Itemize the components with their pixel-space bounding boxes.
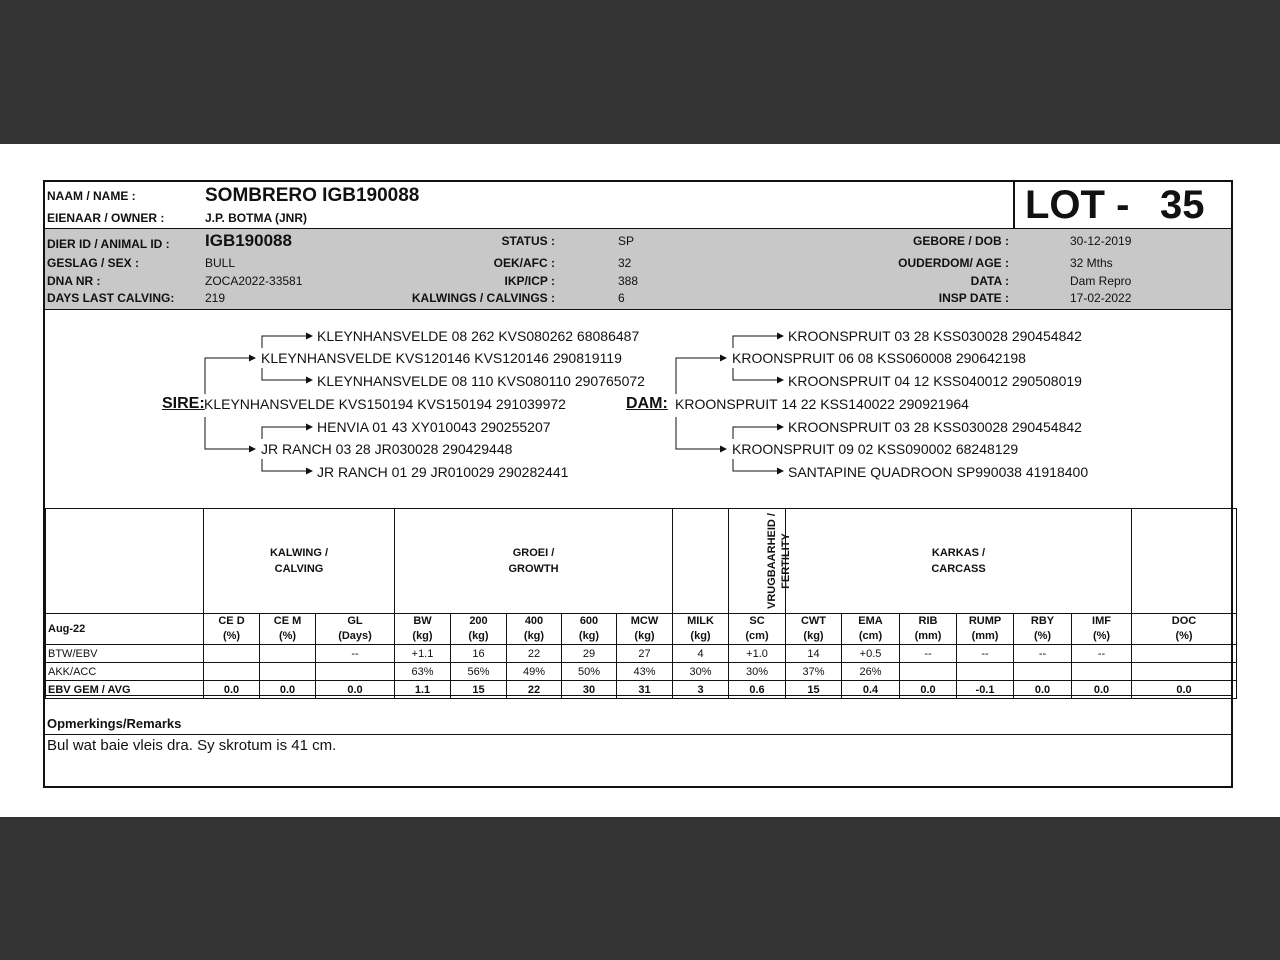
ebv-col-header [260, 614, 316, 645]
ebv-cell: +0.5 [842, 645, 900, 663]
ebv-cell: 0.0 [1014, 681, 1072, 699]
ebv-col-name: RBY [1030, 615, 1055, 627]
ebv-col-unit: (kg) [578, 630, 600, 642]
ebv-cell [260, 663, 316, 681]
ebv-cell [260, 645, 316, 663]
ebv-cell: 30 [562, 681, 617, 699]
dam-dam: KROONSPRUIT 09 02 KSS090002 68248129 [732, 441, 1019, 457]
remarks-top-line [45, 695, 1231, 696]
age-value: 32 Mths [1070, 256, 1113, 270]
remarks-divider [45, 734, 1231, 735]
ebv-col-header [900, 614, 957, 645]
days-value: 219 [205, 291, 226, 305]
ebv-col-name: IMF [1092, 615, 1111, 627]
pedigree-connectors [45, 182, 1231, 508]
group-milk-blank [673, 509, 729, 614]
ebv-cell: 0.0 [1072, 681, 1132, 699]
lot-sheet [43, 180, 1233, 788]
dob-label: GEBORE / DOB : [912, 234, 1009, 248]
top-dark-band [0, 0, 1280, 144]
ebv-col-header [451, 614, 507, 645]
ebv-col-header [786, 614, 842, 645]
ebv-cell [1014, 663, 1072, 681]
dob-value: 30-12-2019 [1070, 234, 1132, 248]
ebv-col-name: CE M [273, 615, 302, 627]
ebv-col-name: GL [347, 615, 363, 627]
ebv-col-header [204, 614, 260, 645]
ebv-cell [900, 663, 957, 681]
ebv-col-unit: (kg) [412, 630, 433, 642]
ebv-cell: 22 [507, 645, 562, 663]
ebv-cell [204, 645, 260, 663]
ebv-col-header [842, 614, 900, 645]
sire-sire: KLEYNHANSVELDE KVS120146 KVS120146 290819119 [261, 350, 622, 366]
sire-label: SIRE: [162, 395, 205, 412]
insp-date-value: 17-02-2022 [1070, 291, 1132, 305]
ebv-col-header [673, 614, 729, 645]
ebv-col-unit: (cm) [745, 630, 769, 642]
ebv-cell: 26% [842, 663, 900, 681]
ebv-cell: 0.4 [842, 681, 900, 699]
ebv-cell [1072, 663, 1132, 681]
name-label: NAAM / NAME : [47, 189, 136, 203]
calvings-label: KALWINGS / CALVINGS : [411, 291, 555, 305]
ebv-col-name: RIB [918, 615, 938, 627]
ebv-cell: 56% [451, 663, 507, 681]
ebv-col-unit: (kg) [690, 630, 711, 642]
ebv-cell: 37% [786, 663, 842, 681]
ebv-cell: 15 [786, 681, 842, 699]
afc-label: OEK/AFC : [493, 256, 555, 270]
table-row [46, 663, 1237, 681]
dam: KROONSPRUIT 14 22 KSS140022 290921964 [675, 396, 969, 412]
ebv-cell: +1.0 [729, 645, 786, 663]
ebv-col-name: SC [749, 615, 765, 627]
table-row [46, 645, 1237, 663]
icp-value: 388 [618, 274, 639, 288]
ebv-col-unit: (kg) [803, 630, 824, 642]
ebv-cell: 43% [617, 663, 673, 681]
bottom-dark-band [0, 817, 1280, 960]
ebv-cell: 0.6 [729, 681, 786, 699]
ebv-col-unit: (Days) [338, 630, 372, 642]
ebv-cell: -- [900, 645, 957, 663]
dam-sire: KROONSPRUIT 06 08 KSS060008 290642198 [732, 350, 1026, 366]
group-fertility: VRUGBAARHEID / FERTILITY [729, 509, 786, 614]
ebv-cell: 50% [562, 663, 617, 681]
status-label: STATUS : [501, 234, 555, 248]
ebv-col-name: MILK [687, 615, 714, 627]
ebv-cell: -- [957, 645, 1014, 663]
ebv-cell: 29 [562, 645, 617, 663]
ebv-cell: 4 [673, 645, 729, 663]
ebv-cell: 16 [451, 645, 507, 663]
ebv-col-unit: (%) [1033, 630, 1052, 642]
ebv-col-unit: (kg) [634, 630, 655, 642]
ebv-col-name: 600 [579, 615, 599, 627]
group-growth: GROEI / GROWTH [395, 509, 673, 614]
animal-name: SOMBRERO IGB190088 [205, 185, 420, 206]
status-value: SP [618, 234, 635, 248]
ebv-cell [1132, 645, 1237, 663]
ebv-cell: 15 [451, 681, 507, 699]
ebv-col-name: DOC [1171, 615, 1197, 627]
lot-label: LOT - [1025, 183, 1130, 227]
sire-dam-sire: HENVIA 01 43 XY010043 290255207 [317, 419, 551, 435]
ebv-col-name: EMA [858, 615, 883, 627]
ebv-cell: 0.0 [900, 681, 957, 699]
sire: KLEYNHANSVELDE KVS150194 KVS150194 291039972 [204, 396, 566, 412]
ebv-row-label: AKK/ACC [46, 663, 204, 681]
sire-dam: JR RANCH 03 28 JR030028 290429448 [261, 441, 513, 457]
ebv-col-name: RUMP [968, 615, 1002, 627]
ebv-row-label: BTW/EBV [46, 645, 204, 663]
lot-number: 35 [1160, 183, 1205, 227]
ebv-cell: 1.1 [395, 681, 451, 699]
sire-dam-dam: JR RANCH 01 29 JR010029 290282441 [317, 464, 569, 480]
ebv-col-name: 400 [524, 615, 544, 627]
ebv-period: Aug-22 [46, 614, 204, 645]
ebv-col-header [316, 614, 395, 645]
ebv-col-unit: (%) [1175, 630, 1193, 642]
ebv-col-name: BW [413, 615, 432, 627]
ebv-cell: -- [1014, 645, 1072, 663]
icp-label: IKP/ICP : [504, 274, 555, 288]
remarks-label: Opmerkings/Remarks [47, 716, 182, 731]
ebv-cell: -- [1072, 645, 1132, 663]
ebv-col-unit: (mm) [971, 630, 999, 642]
ebv-group-blank [46, 509, 204, 614]
ebv-col-unit: (cm) [858, 630, 883, 642]
ebv-col-header [562, 614, 617, 645]
dna-value: ZOCA2022-33581 [205, 274, 303, 288]
sex-value: BULL [205, 256, 236, 270]
ebv-table [45, 508, 1237, 699]
group-calving: KALWING / CALVING [204, 509, 395, 614]
ebv-cell: -0.1 [957, 681, 1014, 699]
afc-value: 32 [618, 256, 632, 270]
group-doc-blank [1132, 509, 1237, 614]
ebv-cell [1132, 663, 1237, 681]
animal-id-label: DIER ID / ANIMAL ID : [47, 237, 170, 251]
ebv-col-header [617, 614, 673, 645]
animal-id-value: IGB190088 [205, 231, 292, 250]
ebv-cell: 3 [673, 681, 729, 699]
ebv-cell [316, 663, 395, 681]
ebv-col-unit: (mm) [914, 630, 942, 642]
ebv-col-unit: (%) [278, 630, 297, 642]
ebv-group-row [46, 509, 1237, 614]
age-label: OUDERDOM/ AGE : [898, 256, 1009, 270]
data-label: DATA : [970, 274, 1009, 288]
sire-sire-sire: KLEYNHANSVELDE 08 262 KVS080262 68086487 [317, 328, 640, 344]
data-value: Dam Repro [1070, 274, 1132, 288]
ebv-cell: 31 [617, 681, 673, 699]
ebv-col-header [729, 614, 786, 645]
ebv-col-header [1072, 614, 1132, 645]
ebv-cell: 49% [507, 663, 562, 681]
insp-date-label: INSP DATE : [938, 291, 1009, 305]
ebv-col-unit: (%) [222, 630, 241, 642]
ebv-cell: -- [316, 645, 395, 663]
dam-sire-dam: KROONSPRUIT 04 12 KSS040012 290508019 [788, 373, 1082, 389]
ebv-header-row [46, 614, 1237, 645]
ebv-cell: 0.0 [1132, 681, 1237, 699]
ebv-cell [204, 663, 260, 681]
dam-label: DAM: [626, 395, 668, 412]
calvings-value: 6 [618, 291, 625, 305]
ebv-col-header [957, 614, 1014, 645]
ebv-col-unit: (%) [1092, 630, 1111, 642]
ebv-col-name: 200 [469, 615, 488, 627]
remarks-text: Bul wat baie vleis dra. Sy skrotum is 41 cm. [47, 737, 337, 754]
ebv-col-header [1132, 614, 1237, 645]
ebv-row-label: EBV GEM / AVG [46, 681, 204, 699]
ebv-col-header [507, 614, 562, 645]
ebv-cell: 63% [395, 663, 451, 681]
ebv-cell: 14 [786, 645, 842, 663]
dam-dam-sire: KROONSPRUIT 03 28 KSS030028 290454842 [788, 419, 1082, 435]
sex-label: GESLAG / SEX : [47, 256, 140, 270]
ebv-col-header [1014, 614, 1072, 645]
sire-sire-dam: KLEYNHANSVELDE 08 110 KVS080110 290765072 [317, 373, 645, 389]
ebv-cell [957, 663, 1014, 681]
ebv-col-name: MCW [630, 615, 659, 627]
ebv-cell: +1.1 [395, 645, 451, 663]
ebv-col-unit: (kg) [523, 630, 545, 642]
ebv-cell: 0.0 [204, 681, 260, 699]
ebv-col-header [395, 614, 451, 645]
ebv-cell: 30% [729, 663, 786, 681]
owner-value: J.P. BOTMA (JNR) [205, 211, 308, 225]
ebv-cell: 22 [507, 681, 562, 699]
ebv-cell: 0.0 [316, 681, 395, 699]
ebv-cell: 27 [617, 645, 673, 663]
dam-dam-dam: SANTAPINE QUADROON SP990038 41918400 [788, 464, 1089, 480]
ebv-col-name: CE D [218, 615, 245, 627]
days-label: DAYS LAST CALVING: [47, 291, 175, 305]
dna-label: DNA NR : [47, 274, 101, 288]
group-carcass: KARKAS / CARCASS [786, 509, 1132, 614]
ebv-cell: 30% [673, 663, 729, 681]
ebv-col-unit: (kg) [468, 630, 489, 642]
ebv-cell: 0.0 [260, 681, 316, 699]
ebv-col-name: CWT [800, 615, 827, 627]
owner-label: EIENAAR / OWNER : [47, 211, 165, 225]
dam-sire-sire: KROONSPRUIT 03 28 KSS030028 290454842 [788, 328, 1082, 344]
